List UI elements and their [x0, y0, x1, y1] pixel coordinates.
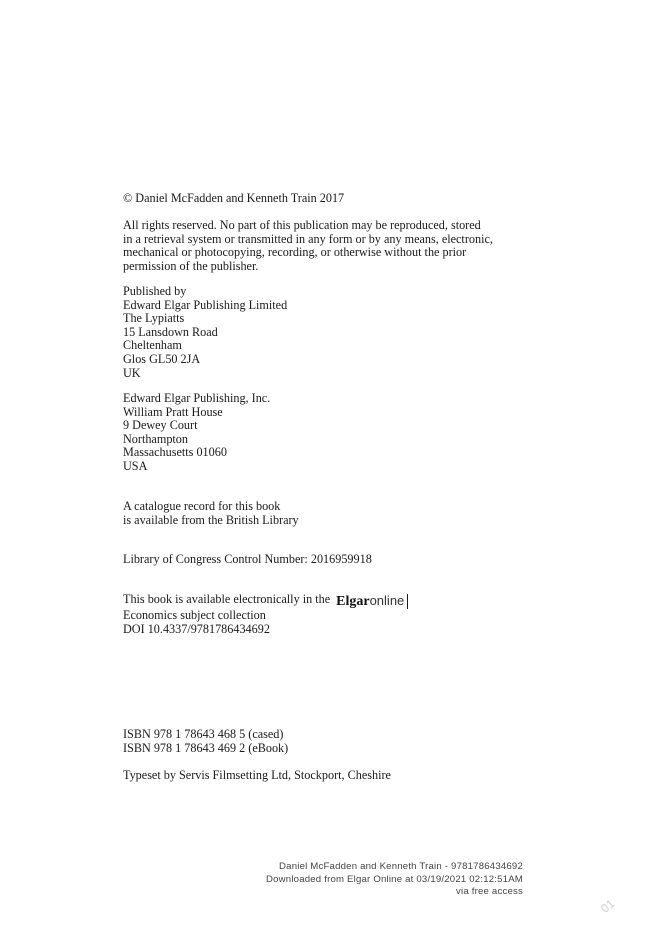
- address-line: Massachusetts 01060: [123, 445, 227, 460]
- address-line: 15 Lansdown Road: [123, 324, 218, 339]
- footer-line: via free access: [456, 886, 523, 898]
- address-line: Cheltenham: [123, 338, 182, 353]
- copyright-line: © Daniel McFadden and Kenneth Train 2017: [123, 191, 345, 205]
- isbn-line: ISBN 978 1 78643 468 5 (cased): [123, 727, 284, 741]
- uk-publisher-address: [123, 285, 287, 380]
- electronic-text: This book is available electronically in the: [123, 592, 331, 606]
- address-line: Edward Elgar Publishing Limited: [123, 297, 288, 312]
- doi: DOI 10.4337/9781786434692: [123, 621, 270, 636]
- loc-control-number: [123, 553, 372, 567]
- page-number: 01: [598, 896, 618, 916]
- electronic-line: [123, 593, 408, 609]
- address-line: USA: [123, 458, 148, 473]
- catalogue-line: A catalogue record for this book: [123, 499, 281, 513]
- rights-statement: [123, 219, 493, 273]
- elgar-online-logo: [336, 594, 408, 609]
- typesetter-credit: [123, 769, 391, 783]
- footer-line: Daniel McFadden and Kenneth Train - 9781786434692: [279, 861, 523, 872]
- loc-line: Library of Congress Control Number: 2016959918: [123, 552, 372, 566]
- catalogue-record: [123, 500, 299, 527]
- address-line: Published by: [123, 284, 187, 298]
- address-line: Northampton: [123, 431, 188, 446]
- logo-elgar-text: Elgar: [336, 594, 370, 609]
- address-line: The Lypiatts: [123, 311, 185, 326]
- address-line: Glos GL50 2JA: [123, 351, 201, 366]
- typeset-line: Typeset by Servis Filmsetting Ltd, Stockport, Cheshire: [123, 768, 391, 782]
- download-footer: [266, 861, 523, 899]
- rights-line: permission of the publisher.: [123, 258, 259, 273]
- subject-collection: Economics subject collection: [123, 608, 266, 622]
- us-publisher-address: [123, 392, 270, 474]
- address-line: William Pratt House: [123, 404, 223, 419]
- isbn-line: ISBN 978 1 78643 469 2 (eBook): [123, 740, 289, 755]
- address-line: UK: [123, 365, 141, 380]
- rights-line: mechanical or photocopying, recording, or otherwise without the prior: [123, 245, 467, 260]
- electronic-availability: [123, 593, 408, 636]
- isbn-list: [123, 728, 288, 755]
- logo-online-text: online: [369, 593, 405, 608]
- catalogue-line: is available from the British Library: [123, 512, 299, 527]
- footer-line: Downloaded from Elgar Online at 03/19/2021 02:12:51AM: [266, 873, 523, 885]
- rights-line: All rights reserved. No part of this publication may be reproduced, stored: [123, 218, 481, 232]
- address-line: 9 Dewey Court: [123, 418, 198, 433]
- copyright-notice: [123, 192, 344, 206]
- rights-line: in a retrieval system or transmitted in any form or by any means, electronic,: [123, 231, 493, 246]
- address-line: Edward Elgar Publishing, Inc.: [123, 391, 271, 405]
